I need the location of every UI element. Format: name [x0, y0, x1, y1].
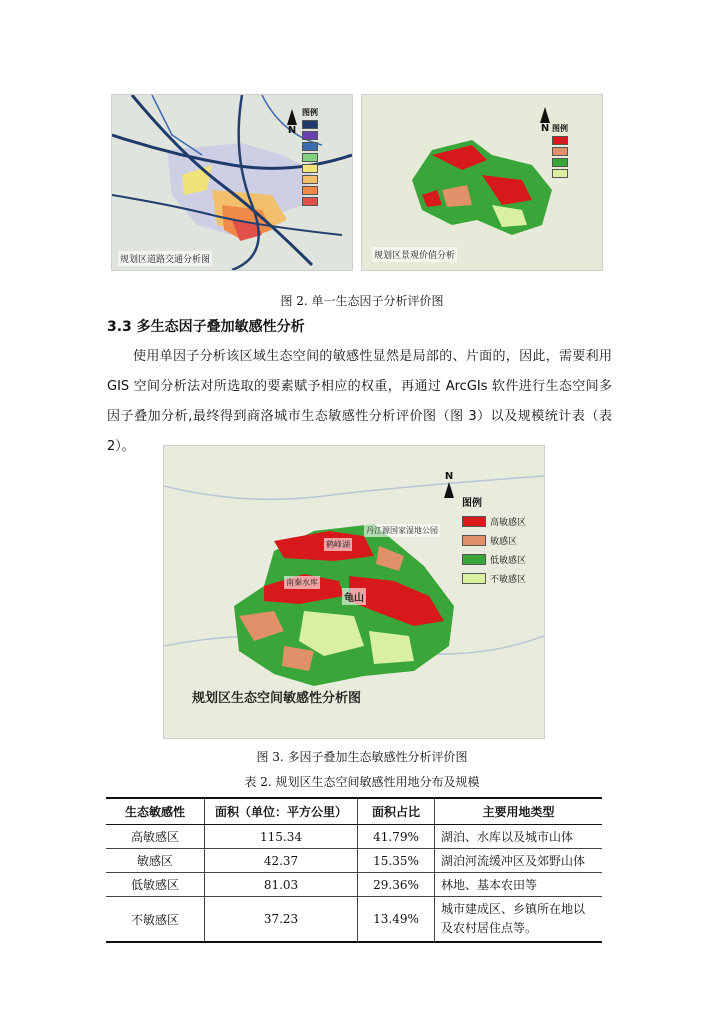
legend-item-low: [462, 553, 542, 566]
place-label-nanqin-reservoir: 南秦水库: [286, 578, 318, 587]
legend-swatch-none: [462, 573, 486, 584]
road-map-legend: [302, 107, 350, 206]
sensitivity-map-title: 规划区生态空间敏感性分析图: [192, 691, 362, 706]
legend-label-sensitive: 敏感区: [490, 537, 518, 547]
table-row: [106, 825, 602, 849]
cell-share: 41.79%: [358, 825, 435, 849]
cell-sensitivity: 低敏感区: [106, 873, 205, 897]
cell-area: 115.34: [205, 825, 358, 849]
legend-swatch-sensitive: [462, 535, 486, 546]
north-arrow-icon: [444, 471, 454, 498]
north-label: N: [444, 471, 454, 482]
landscape-value-map-graphic: [362, 95, 602, 270]
road-map-title: 规划区道路交通分析图: [118, 251, 212, 266]
cell-sensitivity: 敏感区: [106, 849, 205, 873]
place-label-wetland-park: 丹江源国家湿地公园: [366, 526, 438, 535]
cell-landuse: 城市建成区、乡镇所在地以及农村居住点等。: [435, 897, 603, 943]
col-header-landuse: 主要用地类型: [435, 798, 603, 825]
cell-landuse: 湖泊、水库以及城市山体: [435, 825, 603, 849]
cell-sensitivity: 不敏感区: [106, 897, 205, 943]
cell-landuse: 湖泊河流缓冲区及郊野山体: [435, 849, 603, 873]
north-arrow-icon: N: [540, 107, 550, 134]
cell-share: 13.49%: [358, 897, 435, 943]
legend-label-none: 不敏感区: [490, 575, 527, 585]
landscape-value-map: [361, 94, 603, 271]
landscape-map-title: 规划区景观价值分析: [372, 247, 457, 262]
table2-caption: 表 2. 规划区生态空间敏感性用地分布及规模: [244, 775, 480, 789]
cell-sensitivity: 高敏感区: [106, 825, 205, 849]
place-label-hefeng-lake: 鹤峰湖: [326, 540, 350, 549]
cell-area: 81.03: [205, 873, 358, 897]
sensitivity-legend-title: 图例: [462, 498, 482, 509]
col-header-sensitivity: 生态敏感性: [106, 798, 205, 825]
north-arrow-icon: N: [287, 109, 297, 136]
legend-label-high: 高敏感区: [490, 518, 527, 528]
cell-area: 42.37: [205, 849, 358, 873]
cell-share: 15.35%: [358, 849, 435, 873]
col-header-area: 面积（单位：平方公里）: [205, 798, 358, 825]
road-map-legend-title: 图例: [302, 108, 318, 117]
sensitivity-map-legend: [462, 494, 542, 585]
legend-swatch-low: [462, 554, 486, 565]
sensitivity-table: [106, 797, 602, 943]
legend-label-low: 低敏感区: [490, 556, 527, 566]
landscape-map-legend-title: 图例: [552, 124, 568, 133]
cell-landuse: 林地、基本农田等: [435, 873, 603, 897]
table-row: [106, 873, 602, 897]
landscape-map-legend: [552, 123, 600, 178]
table-row: [106, 897, 602, 943]
cell-area: 37.23: [205, 897, 358, 943]
col-header-share: 面积占比: [358, 798, 435, 825]
legend-item-none: [462, 572, 542, 585]
road-traffic-map: [111, 94, 353, 271]
place-label-guishan: 龟山: [342, 588, 366, 605]
sensitivity-map: [163, 445, 545, 739]
section-paragraph: 使用单因子分析该区域生态空间的敏感性显然是局部的、片面的，因此，需要利用 GIS 空间分析法对所选取的要素赋予相应的权重，再通过 ArcGIs 软件进行生态空间多因子叠加分析,最终得到商洛城市生态敏感性分析评价图（图 3）以及规模统计表（表 2）。: [107, 349, 612, 454]
figure2-caption: 图 2. 单一生态因子分析评价图: [280, 294, 444, 308]
cell-share: 29.36%: [358, 873, 435, 897]
legend-swatch-high: [462, 516, 486, 527]
section-heading: 3.3 多生态因子叠加敏感性分析: [107, 319, 305, 335]
legend-item-sensitive: [462, 534, 542, 547]
table-header-row: [106, 798, 602, 825]
figure3-caption: 图 3. 多因子叠加生态敏感性分析评价图: [256, 750, 468, 764]
legend-item-high: [462, 515, 542, 528]
table-row: [106, 849, 602, 873]
